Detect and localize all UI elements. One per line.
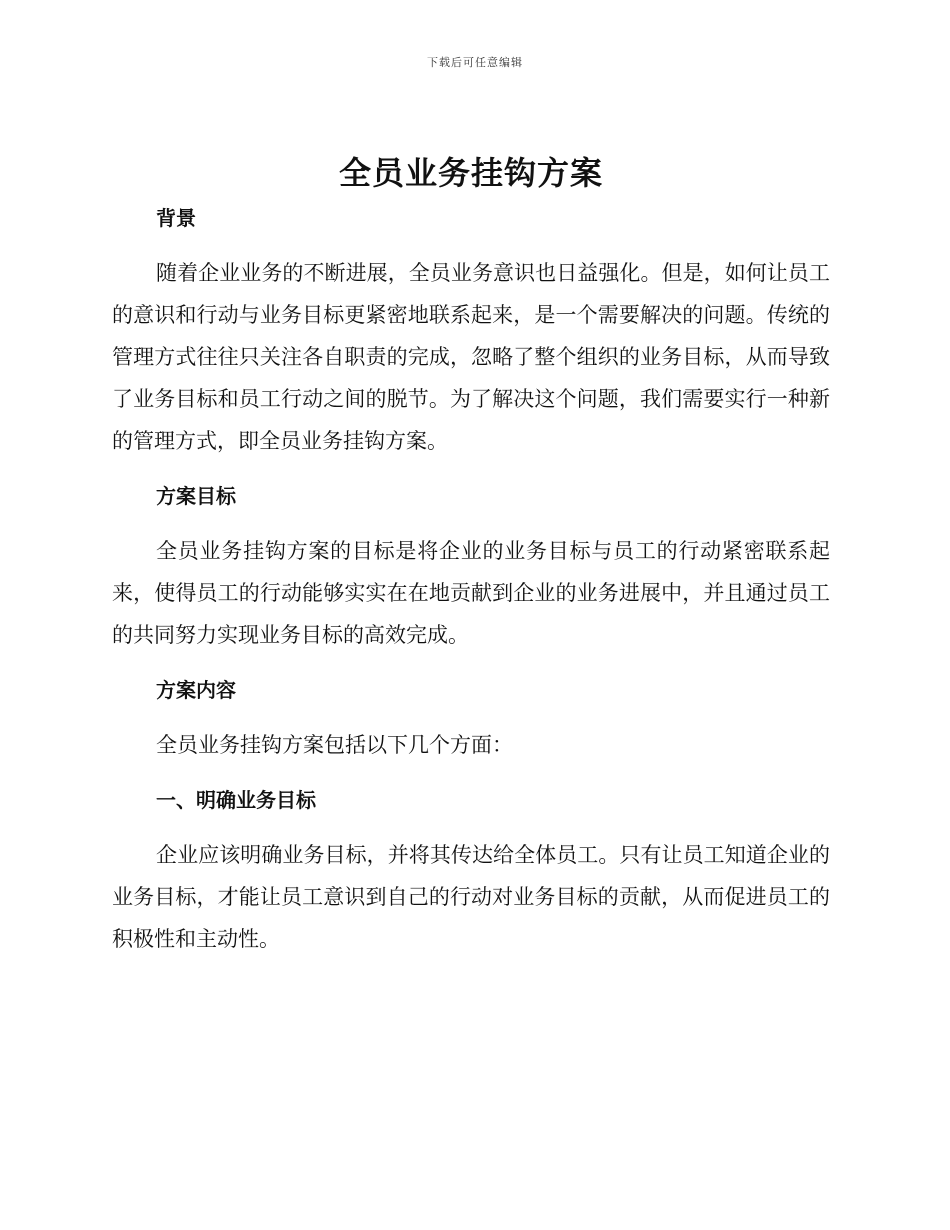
section-heading: 背景: [156, 206, 196, 230]
page-header-note: 下载后可任意编辑: [427, 56, 523, 69]
document-title: 全员业务挂钩方案: [338, 154, 603, 192]
section-paragraph: 全员业务挂钩方案包括以下几个方面：: [156, 733, 513, 757]
section-heading: 方案内容: [156, 678, 236, 702]
section-paragraph: 全员业务挂钩方案的目标是将企业的业务目标与员工的行动紧密联系起来，使得员工的行动能够实实在在地贡献到企业的业务进展中，并且通过员工的共同努力实现业务目标的高效完成。: [112, 539, 830, 647]
section-heading: 一、明确业务目标: [156, 788, 316, 812]
document-body: [112, 148, 830, 960]
section-paragraph: 随着企业业务的不断进展，全员业务意识也日益强化。但是，如何让员工的意识和行动与业务目标更紧密地联系起来，是一个需要解决的问题。传统的管理方式往往只关注各自职责的完成，忽略了整个组织的业务目标，从而导致了业务目标和员工行动之间的脱节。为了解决这个问题，我们需要实行一种新的管理方式，即全员业务挂钩方案。: [112, 261, 830, 453]
section-goal: [112, 476, 830, 670]
section-content: [112, 670, 830, 780]
section-background: [112, 198, 830, 476]
section-paragraph: 企业应该明确业务目标，并将其传达给全体员工。只有让员工知道企业的业务目标，才能让员工意识到自己的行动对业务目标的贡献，从而促进员工的积极性和主动性。: [112, 843, 830, 951]
section-clear-goals: [112, 780, 830, 960]
section-heading: 方案目标: [156, 484, 236, 508]
